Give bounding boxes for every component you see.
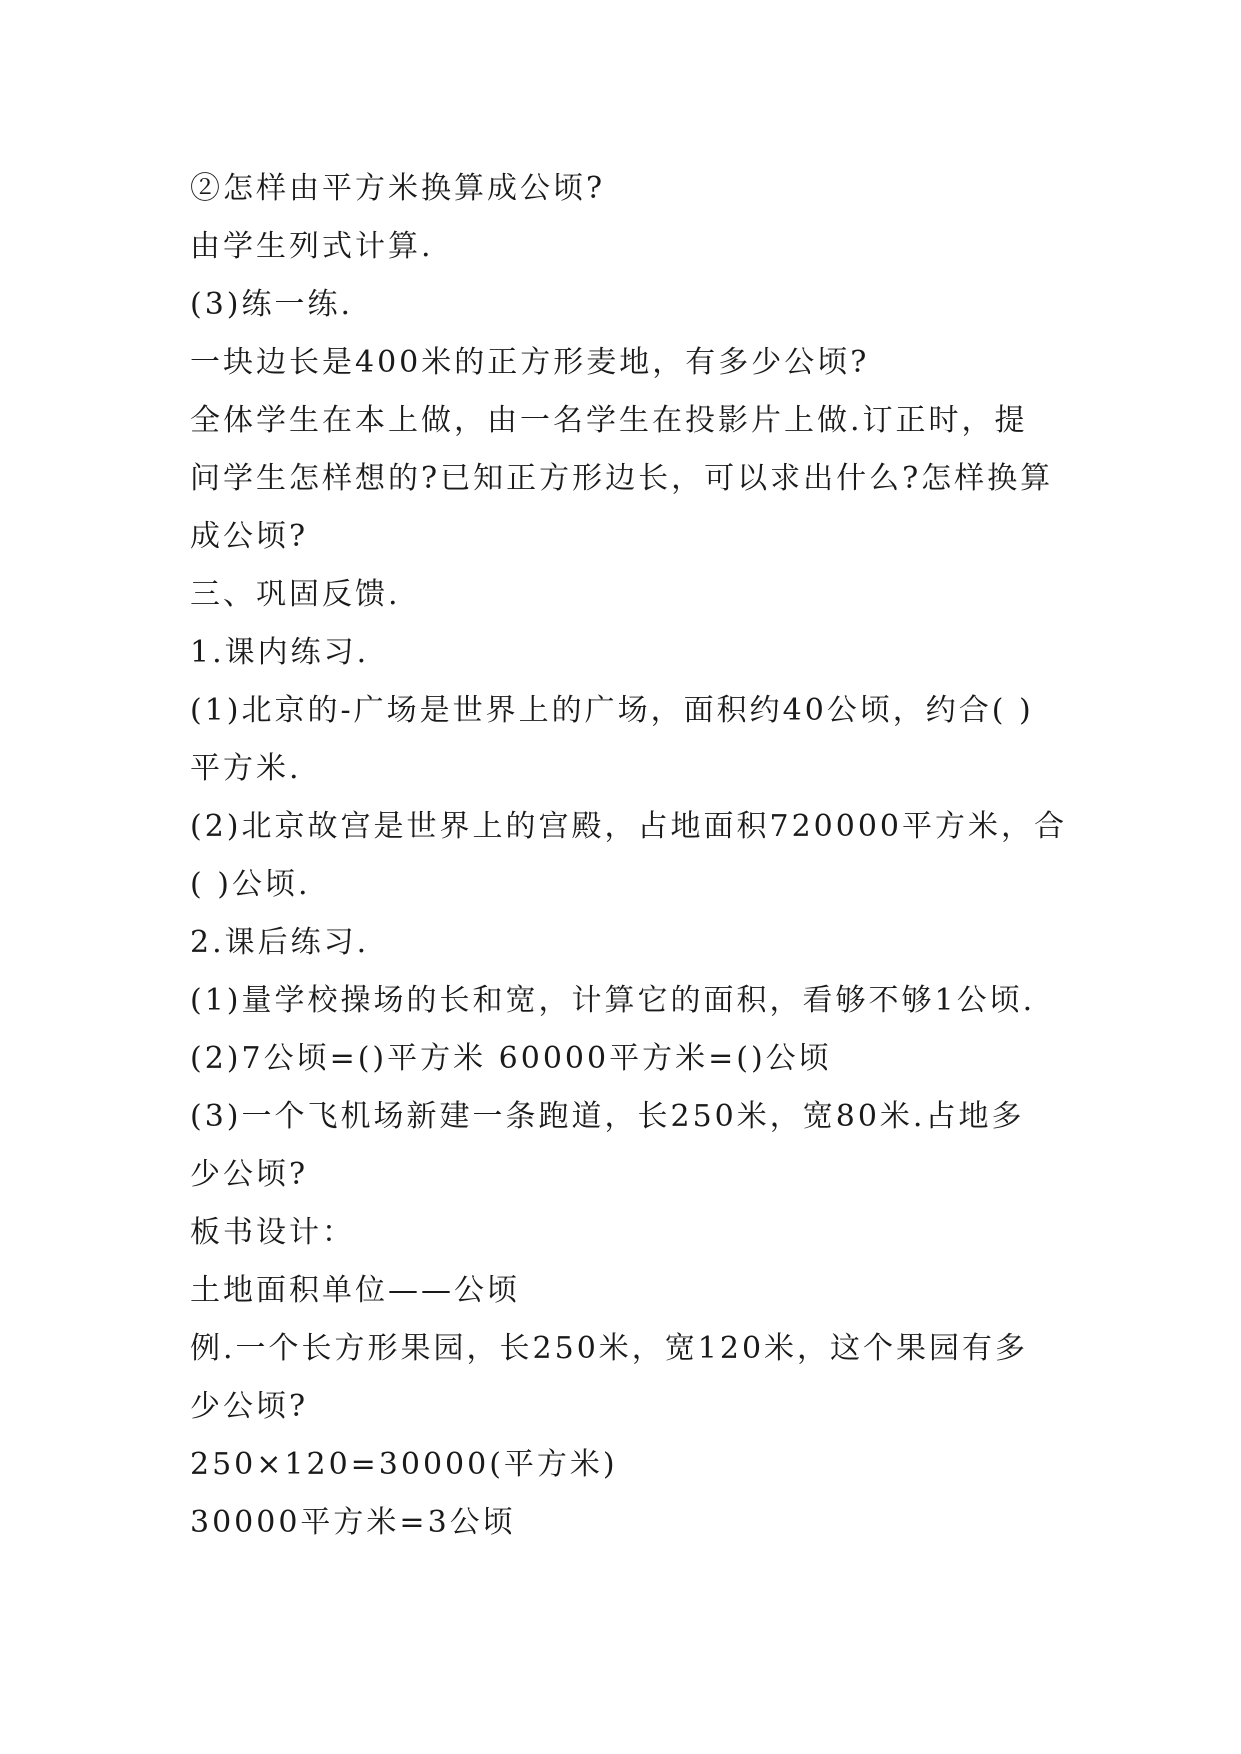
section-heading: 三、巩固反馈. (190, 577, 401, 612)
text-line: 成公顷? (190, 519, 309, 554)
document-body (190, 160, 1070, 1552)
text-line: (3)练一练. (190, 287, 354, 322)
text-line: 全体学生在本上做，由一名学生在投影片上做.订正时，提 (190, 403, 1028, 438)
formula-line: 30000平方米=3公顷 (190, 1505, 516, 1540)
text-line: 少公顷? (190, 1157, 309, 1192)
text-line: ( )公顷. (190, 867, 311, 902)
text-line: (2)7公顷=()平方米 60000平方米=()公顷 (190, 1041, 832, 1076)
text-line: 例.一个长方形果园，长250米，宽120米，这个果园有多 (190, 1331, 1029, 1366)
text-line: 平方米. (190, 751, 302, 786)
subsection-heading: 1.课内练习. (190, 635, 370, 670)
board-design-heading: 板书设计： (190, 1215, 355, 1250)
text-line: ②怎样由平方米换算成公顷? (190, 171, 606, 206)
text-line: (1)北京的-广场是世界上的广场，面积约40公顷，约合( ) (190, 693, 1034, 728)
text-line: (2)北京故宫是世界上的宫殿，占地面积720000平方米，合 (190, 809, 1068, 844)
formula-line: 250×120=30000(平方米) (190, 1447, 618, 1482)
text-line: 由学生列式计算. (190, 229, 434, 264)
text-line: 一块边长是400米的正方形麦地，有多少公顷? (190, 345, 870, 380)
text-line: 少公顷? (190, 1389, 309, 1424)
text-line: 问学生怎样想的?已知正方形边长，可以求出什么?怎样换算 (190, 461, 1054, 496)
text-line: (1)量学校操场的长和宽，计算它的面积，看够不够1公顷. (190, 983, 1036, 1018)
text-line: 土地面积单位——公顷 (190, 1273, 520, 1308)
text-line: (3)一个飞机场新建一条跑道，长250米，宽80米.占地多 (190, 1099, 1025, 1134)
subsection-heading: 2.课后练习. (190, 925, 370, 960)
